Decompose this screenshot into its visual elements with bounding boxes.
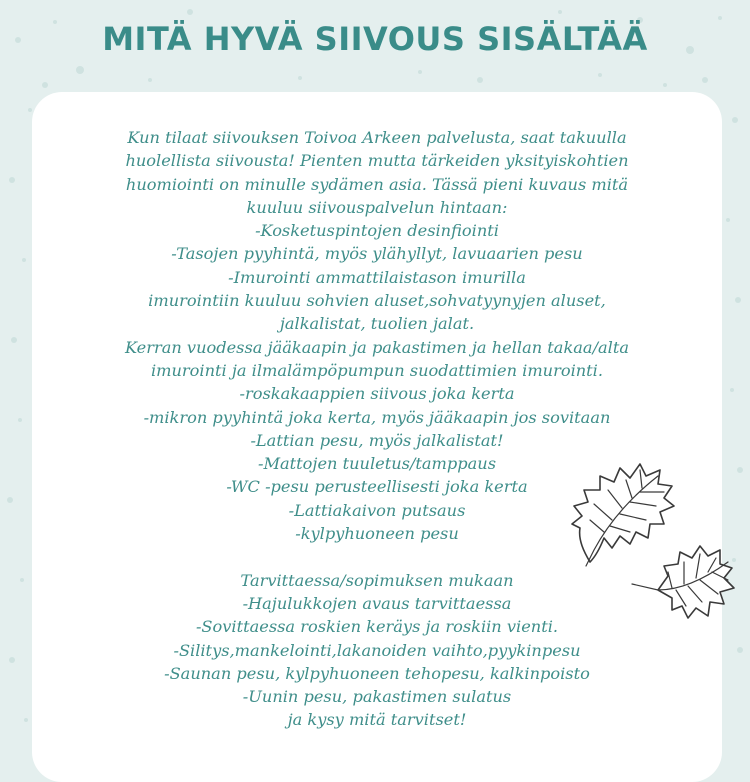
- included-item: -roskakaappien siivous joka kerta: [239, 384, 515, 404]
- included-item: -Tasojen pyyhintä, myös ylähyllyt, lavuaarien pesu: [171, 244, 583, 264]
- included-item: imurointi ja ilmalämpöpumpun suodattimien imurointi.: [150, 360, 604, 380]
- included-item: -Lattian pesu, myös jalkalistat!: [250, 430, 504, 450]
- intro-line: kuuluu siivouspalvelun hintaan:: [246, 197, 508, 217]
- optional-item: -Sovittaessa roskien keräys ja roskiin vienti.: [195, 617, 559, 637]
- included-item: -kylpyhuoneen pesu: [295, 524, 459, 544]
- included-item: Kerran vuodessa jääkaapin ja pakastimen ja hellan takaa/alta: [124, 337, 630, 357]
- closing-line: ja kysy mitä tarvitset!: [287, 710, 467, 730]
- included-item: -WC -pesu perusteellisesti joka kerta: [226, 477, 528, 497]
- included-item: -Imurointi ammattilaistason imurilla: [228, 267, 526, 287]
- leaf-icon: [628, 532, 740, 632]
- optional-item: -Uunin pesu, pakastimen sulatus: [242, 687, 512, 707]
- included-item: -Kosketuspintojen desinfiointi: [255, 221, 499, 241]
- optional-item: -Hajulukkojen avaus tarvittaessa: [242, 593, 512, 613]
- optional-item: -Saunan pesu, kylpyhuoneen tehopesu, kalkinpoisto: [164, 663, 590, 683]
- optional-item: -Silitys,mankelointi,lakanoiden vaihto,pyykinpesu: [173, 640, 581, 660]
- included-item: imurointiin kuuluu sohvien aluset,sohvatyynyjen aluset,: [148, 291, 606, 311]
- intro-line: huomiointi on minulle sydämen asia. Tässä pieni kuvaus mitä: [125, 174, 629, 194]
- page-title: MITÄ HYVÄ SIIVOUS SISÄLTÄÄ: [102, 20, 648, 58]
- included-item: jalkalistat, tuolien jalat.: [279, 314, 475, 334]
- optional-heading: Tarvittaessa/sopimuksen mukaan: [240, 570, 514, 590]
- included-item: -Lattiakaivon putsaus: [288, 500, 466, 520]
- included-item: -Mattojen tuuletus/tamppaus: [257, 454, 497, 474]
- service-description: [32, 126, 722, 732]
- included-item: -mikron pyyhintä joka kerta, myös jääkaapin jos sovitaan: [143, 407, 611, 427]
- intro-line: Kun tilaat siivouksen Toivoa Arkeen palvelusta, saat takuulla: [127, 128, 627, 147]
- intro-line: huolellista siivousta! Pienten mutta tärkeiden yksityiskohtien: [125, 151, 629, 171]
